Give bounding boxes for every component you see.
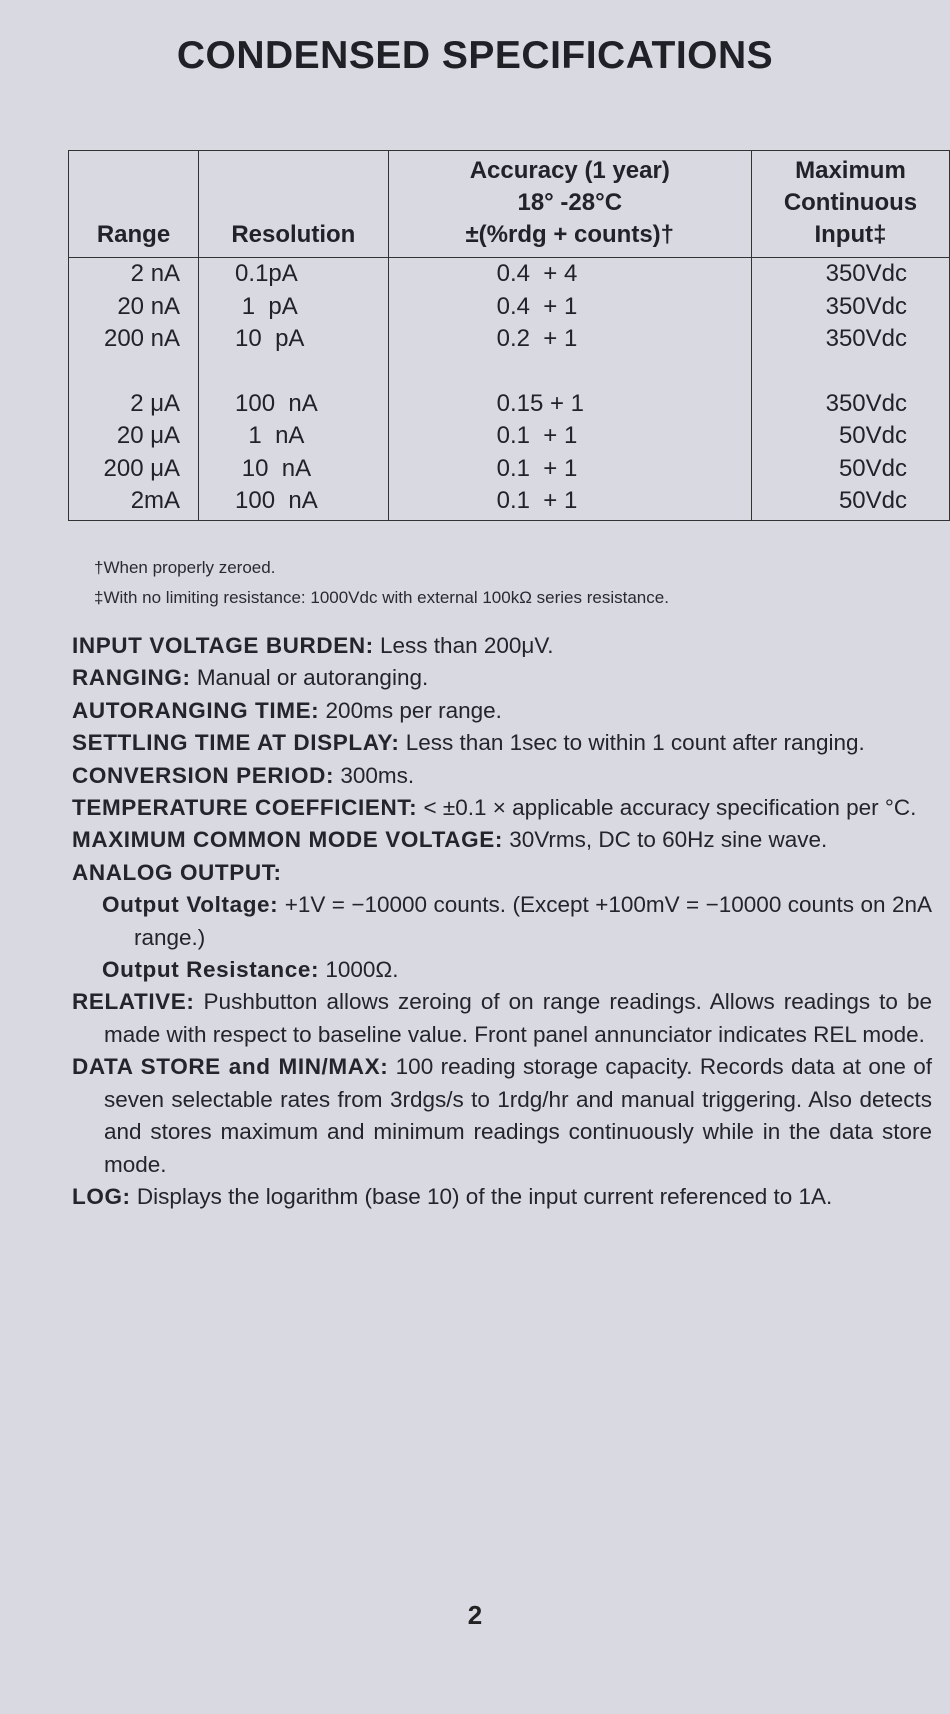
spec-value: 200ms per range. [325,697,502,723]
header-resolution: Resolution [199,151,389,258]
spec-data-store [72,1051,932,1181]
cell-range: 20 nA [69,291,199,324]
cell-resolution: 0.1pA [199,258,389,291]
table-row [69,258,950,291]
spacer-cell [388,356,751,388]
spec-label: Output Resistance: [102,957,320,983]
cell-range: 2mA [69,485,199,520]
cell-accuracy: 0.4 + 4 [388,258,751,291]
header-accuracy [388,151,751,258]
header-accuracy-line3: ±(%rdg + counts)† [465,221,675,248]
cell-max-input: 350Vdc [751,323,949,356]
cell-accuracy: 0.2 + 1 [388,323,751,356]
header-range: Range [69,151,199,258]
cell-max-input: 50Vdc [751,453,949,486]
header-accuracy-line1: Accuracy (1 year) [469,157,670,184]
table-row [69,388,950,421]
spec-value: Pushbutton allows zeroing of on range readings. Allows readings to be made with respect to baseline value. Front panel annunciator indicates REL mode. [104,989,932,1047]
table-row [69,453,950,486]
spec-value: Displays the logarithm (base 10) of the input current referenced to 1A. [136,1183,833,1209]
cell-accuracy: 0.4 + 1 [388,291,751,324]
spec-ranging [72,662,932,694]
spec-temperature-coefficient [72,792,932,824]
spec-value: Less than 1sec to within 1 count after ranging. [405,730,865,756]
spec-list [72,630,932,1213]
header-max-line1: Maximum [795,157,906,184]
cell-range: 20 μA [69,420,199,453]
spec-label: RELATIVE: [72,989,195,1015]
cell-range: 200 μA [69,453,199,486]
spec-label: RANGING: [72,665,191,691]
table-header-row [69,151,950,258]
spec-value: < ±0.1 × applicable accuracy specification per °C. [423,795,917,821]
cell-max-input: 50Vdc [751,485,949,520]
spec-label: INPUT VOLTAGE BURDEN: [72,633,374,658]
spec-settling-time [72,727,932,759]
cell-accuracy: 0.1 + 1 [388,420,751,453]
spec-log [72,1181,932,1213]
cell-max-input: 350Vdc [751,291,949,324]
cell-resolution: 10 pA [199,323,389,356]
spacer-cell [751,356,949,388]
spec-input-voltage-burden [72,630,932,662]
spec-label: TEMPERATURE COEFFICIENT: [72,795,418,821]
cell-resolution: 100 nA [199,388,389,421]
cell-accuracy: 0.1 + 1 [388,485,751,520]
cell-range: 2 nA [69,258,199,291]
spec-label: Output Voltage: [102,892,279,918]
cell-range: 200 nA [69,323,199,356]
spec-max-common-mode [72,824,932,856]
table-row [69,485,950,520]
table-row [69,291,950,324]
spacer-cell [69,356,199,388]
cell-max-input: 350Vdc [751,258,949,291]
spec-output-resistance [72,954,932,986]
footnote-double-dagger: ‡With no limiting resistance: 1000Vdc with external 100kΩ series resistance. [94,588,669,607]
page-number: 2 [467,1600,483,1630]
spec-label: MAXIMUM COMMON MODE VOLTAGE: [72,827,503,853]
footnote-dagger: †When properly zeroed. [94,558,276,577]
spec-label: SETTLING TIME AT DISPLAY: [72,730,400,756]
spec-output-voltage [72,889,932,954]
spec-analog-output [72,857,932,889]
cell-max-input: 350Vdc [751,388,949,421]
spec-conversion-period [72,760,932,792]
cell-resolution: 10 nA [199,453,389,486]
spec-label: AUTORANGING TIME: [72,697,320,723]
spec-label: CONVERSION PERIOD: [72,762,335,788]
spec-label: DATA STORE and MIN/MAX: [72,1054,389,1080]
header-max-line3: Input‡ [814,221,887,248]
spec-label: LOG: [72,1183,131,1209]
specifications-table [68,150,950,521]
cell-resolution: 100 nA [199,485,389,520]
spec-relative [72,986,932,1051]
header-max-input [751,151,949,258]
table-footnotes [94,553,669,613]
spec-value: Less than 200μV. [380,633,554,658]
table-row [69,420,950,453]
page-title: CONDENSED SPECIFICATIONS [176,34,774,77]
cell-max-input: 50Vdc [751,420,949,453]
spec-value: 1000Ω. [325,957,399,983]
spec-value: 300ms. [340,762,415,788]
cell-accuracy: 0.15 + 1 [388,388,751,421]
cell-range: 2 μA [69,388,199,421]
spec-value: 100 reading storage capacity. Records data at one of seven selectable rates from 3rdgs/s to 1rdg/hr and manual triggering. Also detects and stores maximum and minimum readings continuously while in the data store mode. [104,1054,932,1177]
table-spacer-row [69,356,950,388]
spec-autoranging-time [72,695,932,727]
header-accuracy-line2: 18° -28°C [517,189,623,216]
cell-resolution: 1 nA [199,420,389,453]
spec-label: ANALOG OUTPUT: [72,859,282,885]
cell-accuracy: 0.1 + 1 [388,453,751,486]
header-max-line2: Continuous [783,189,918,216]
table-row [69,323,950,356]
cell-resolution: 1 pA [199,291,389,324]
spec-value: Manual or autoranging. [196,665,429,691]
spec-value: +1V = −10000 counts. (Except +100mV = −10000 counts on 2nA range.) [134,892,932,950]
spec-value: 30Vrms, DC to 60Hz sine wave. [509,827,828,853]
spacer-cell [199,356,389,388]
